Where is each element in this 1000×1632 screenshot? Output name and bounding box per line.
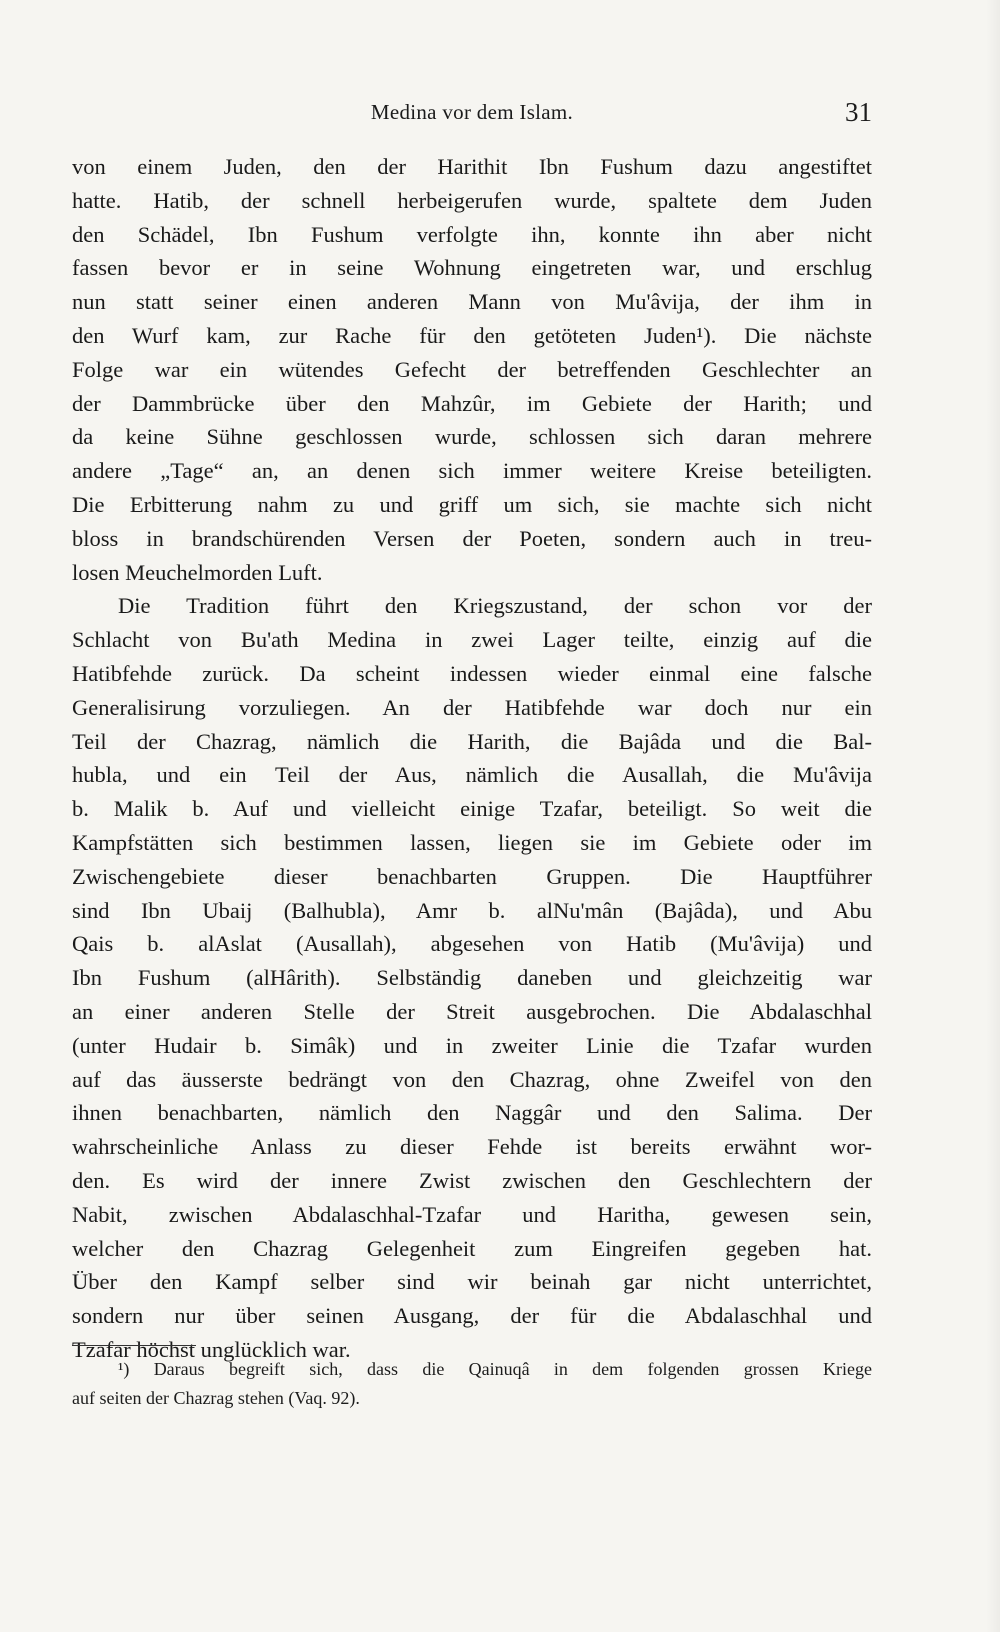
text-line: nun statt seiner einen anderen Mann von Mu'âvija, der ihm in — [72, 289, 872, 315]
footnote-divider — [72, 1345, 196, 1346]
text-line: von einem Juden, den der Harithit Ibn Fushum dazu angestiftet — [72, 154, 872, 179]
text-line: sind Ibn Ubaij (Balhubla), Amr b. alNu'mân (Bajâda), und Abu — [72, 897, 872, 923]
text-line: fassen bevor er in seine Wohnung eingetreten war, und erschlug — [72, 255, 872, 281]
text-line: den Wurf kam, zur Rache für den getöteten Juden¹). Die nächste — [72, 322, 872, 348]
text-line: wahrscheinliche Anlass zu dieser Fehde ist bereits erwähnt wor- — [72, 1134, 872, 1160]
text-line: losen Meuchelmorden Luft. — [72, 559, 323, 585]
text-line: den. Es wird der innere Zwist zwischen den Geschlechtern der — [72, 1167, 872, 1193]
text-line: b. Malik b. Auf und vielleicht einige Tzafar, beteiligt. So weit die — [72, 796, 872, 822]
scan-shadow — [986, 0, 1000, 1632]
paragraph-start-line: Die Tradition führt den Kriegszustand, der schon vor der — [118, 593, 872, 619]
text-line: Nabit, zwischen Abdalaschhal-Tzafar und Haritha, gewesen sein, — [72, 1201, 872, 1227]
text-line: der Dammbrücke über den Mahzûr, im Gebiete der Harith; und — [72, 390, 872, 416]
text-line: sondern nur über seinen Ausgang, der für die Abdalaschhal und — [72, 1303, 872, 1329]
page-number: 31 — [845, 97, 872, 127]
footnote-line: auf seiten der Chazrag stehen (Vaq. 92). — [72, 1387, 360, 1408]
text-line: andere „Tage“ an, an denen sich immer weitere Kreise beteiligten. — [72, 458, 872, 484]
text-line: an einer anderen Stelle der Streit ausgebrochen. Die Abdalaschhal — [72, 998, 872, 1024]
text-line: Teil der Chazrag, nämlich die Harith, die Bajâda und die Bal- — [72, 728, 872, 754]
running-title: Medina vor dem Islam. — [370, 100, 574, 124]
page-header — [72, 97, 872, 132]
body-text — [72, 150, 872, 1367]
footnote-line: ¹) Daraus begreift sich, dass die Qainuqâ in dem folgenden grossen Kriege — [118, 1359, 872, 1379]
text-line: Tzafar höchst unglücklich war. — [72, 1336, 351, 1362]
text-line: Die Erbitterung nahm zu und griff um sich, sie machte sich nicht — [72, 491, 872, 517]
text-line: hatte. Hatib, der schnell herbeigerufen wurde, spaltete dem Juden — [72, 187, 872, 213]
text-line: Kampfstätten sich bestimmen lassen, liegen sie im Gebiete oder im — [72, 829, 872, 855]
text-line: den Schädel, Ibn Fushum verfolgte ihn, konnte ihn aber nicht — [72, 221, 872, 247]
text-line: Ibn Fushum (alHârith). Selbständig daneben und gleichzeitig war — [72, 965, 872, 991]
text-line: Qais b. alAslat (Ausallah), abgesehen von Hatib (Mu'âvija) und — [72, 931, 872, 957]
text-line: hubla, und ein Teil der Aus, nämlich die Ausallah, die Mu'âvija — [72, 762, 872, 788]
text-line: auf das äusserste bedrängt von den Chazrag, ohne Zweifel von den — [72, 1066, 872, 1092]
text-line: (unter Hudair b. Simâk) und in zweiter Linie die Tzafar wurden — [72, 1032, 872, 1058]
text-line: Zwischengebiete dieser benachbarten Gruppen. Die Hauptführer — [72, 863, 872, 889]
text-line: Generalisirung vorzuliegen. An der Hatibfehde war doch nur ein — [72, 694, 872, 720]
text-line: bloss in brandschürenden Versen der Poeten, sondern auch in treu- — [72, 525, 872, 551]
text-line: Folge war ein wütendes Gefecht der betreffenden Geschlechter an — [72, 356, 872, 382]
text-line: ihnen benachbarten, nämlich den Naggâr und den Salima. Der — [72, 1100, 872, 1126]
text-line: Schlacht von Bu'ath Medina in zwei Lager teilte, einzig auf die — [72, 627, 872, 653]
text-line: da keine Sühne geschlossen wurde, schlossen sich daran mehrere — [72, 424, 872, 450]
text-line: Hatibfehde zurück. Da scheint indessen wieder einmal eine falsche — [72, 660, 872, 686]
text-line: Über den Kampf selber sind wir beinah gar nicht unterrichtet, — [72, 1269, 872, 1295]
footnotes — [72, 1355, 872, 1412]
text-line: welcher den Chazrag Gelegenheit zum Eingreifen gegeben hat. — [72, 1235, 872, 1261]
